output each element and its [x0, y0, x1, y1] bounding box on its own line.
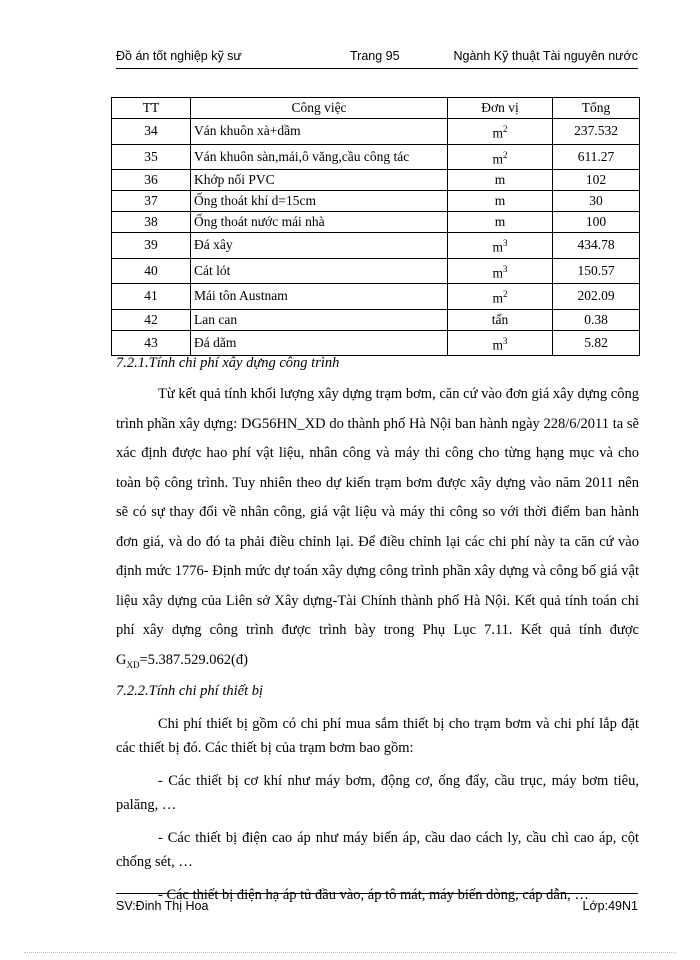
paragraph-construction-cost — [116, 380, 639, 680]
cell-work: Ống thoát khí d=15cm — [191, 191, 448, 212]
cell-tt: 39 — [112, 233, 191, 259]
header-thesis-title: Đồ án tốt nghiệp kỹ sư — [116, 49, 242, 63]
cell-unit — [448, 170, 553, 191]
unit-text: m — [492, 337, 503, 352]
col-header-tt: TT — [112, 98, 191, 119]
cell-total: 100 — [553, 212, 640, 233]
subscript-xd: XD — [126, 659, 140, 670]
table-row — [112, 309, 640, 330]
cell-total: 102 — [553, 170, 640, 191]
cell-work: Cát lót — [191, 258, 448, 284]
list-item: - Các thiết bị cơ khí như máy bơm, động cơ, ống đẩy, cầu trục, máy bơm tiêu, palăng, … — [116, 772, 639, 814]
table-body — [112, 119, 640, 356]
unit-text: m — [492, 239, 503, 255]
cell-work: Đá xây — [191, 233, 448, 259]
cell-tt: 35 — [112, 144, 191, 170]
table-header-row — [112, 98, 640, 119]
cell-unit — [448, 119, 553, 145]
paragraph-equipment-intro: Chi phí thiết bị gồm có chi phí mua sắm thiết bị cho trạm bơm và chi phí lắp đặt các thiết bị đó. Các thiết bị của trạm bơm bao gồm: — [116, 715, 639, 757]
cell-work: Mái tôn Austnam — [191, 284, 448, 310]
cell-unit — [448, 233, 553, 259]
cell-work: Ống thoát nước mái nhà — [191, 212, 448, 233]
list-item: - Các thiết bị điện hạ áp tủ đầu vào, áp tô mát, máy biến dòng, cáp dẫn, … — [158, 886, 589, 903]
paragraph-construction-text: Từ kết quả tính khối lượng xây dựng trạm bơm, căn cứ vào đơn giá xây dựng công trình phần xây dựng: DG56HN_XD do thành phố Hà Nội ban hành ngày 228/6/2011 ta sẽ xác định được hao phí vật liệu, nhân công và máy thi công cho từng hạng mục và cho toàn bộ công trình. Tuy nhiên theo dự kiến trạm bơm được xây dựng vào năm 2011 nên sẽ có sự thay đổi về nhân công, giá vật liệu và máy thi công so với thời điểm ban hành đơn giá, và do đó ta phải điều chỉnh lại. Để điều chỉnh lại các chi phí này ta căn cứ vào định mức 1776- Định mức dự toán xây dựng công trình phần xây dựng và công bố giá vật liệu xây dựng của Liên sở Xây dựng-Tài Chính thành phố Hà Nội. Kết quả tính toán chi phí xây dựng công trình được trình bày trong Phụ Lục 7.11. Kết quả tính được G — [116, 386, 639, 668]
section-heading-construction-cost: 7.2.1.Tính chi phí xây dựng công trình — [116, 355, 340, 371]
cell-total: 237.532 — [553, 119, 640, 145]
cell-unit — [448, 309, 553, 330]
unit-text: tấn — [491, 311, 509, 327]
unit-exponent: 2 — [503, 124, 508, 134]
page-content — [116, 352, 639, 907]
cell-total: 30 — [553, 191, 640, 212]
footer-class: Lớp:49N1 — [582, 899, 638, 913]
table-row — [112, 191, 640, 212]
col-header-total: Tổng — [553, 98, 640, 119]
cell-total: 0.38 — [553, 309, 640, 330]
cell-total: 150.57 — [553, 258, 640, 284]
quantity-table — [111, 97, 640, 356]
cell-work: Ván khuôn xà+dầm — [191, 119, 448, 145]
cell-tt: 36 — [112, 170, 191, 191]
construction-cost-result: =5.387.529.062(đ) — [139, 651, 248, 668]
cell-tt: 34 — [112, 119, 191, 145]
header-page-number: Trang 95 — [350, 49, 400, 63]
unit-exponent: 2 — [503, 289, 508, 299]
page-footer — [116, 893, 638, 918]
cell-work: Ván khuôn sàn,mái,ô văng,cầu công tác — [191, 144, 448, 170]
page-bottom-divider — [24, 952, 676, 953]
cell-tt: 40 — [112, 258, 191, 284]
cell-tt: 43 — [112, 330, 191, 356]
cell-total: 5.82 — [553, 330, 640, 356]
unit-exponent: 2 — [503, 149, 508, 160]
col-header-work: Công việc — [191, 98, 448, 119]
unit-exponent: 3 — [503, 263, 508, 274]
unit-text: m — [492, 125, 503, 141]
unit-text: m — [494, 214, 506, 229]
unit-text: m — [494, 172, 506, 187]
cell-work: Đá dăm — [191, 330, 448, 356]
table-row — [112, 258, 640, 284]
header-major: Ngành Kỹ thuật Tài nguyên nước — [453, 49, 638, 63]
table-row — [112, 144, 640, 170]
cell-total: 202.09 — [553, 284, 640, 310]
cell-total: 434.78 — [553, 233, 640, 259]
table-row — [112, 212, 640, 233]
unit-text: m — [492, 265, 503, 280]
page-header — [116, 46, 638, 69]
cell-unit — [448, 258, 553, 284]
cell-unit — [448, 284, 553, 310]
section-heading-equipment-cost: 7.2.2.Tính chi phí thiết bị — [116, 682, 264, 699]
unit-text: m — [492, 290, 503, 306]
cell-tt: 38 — [112, 212, 191, 233]
cell-total: 611.27 — [553, 144, 640, 170]
table-row — [112, 170, 640, 191]
cell-unit — [448, 191, 553, 212]
cell-tt: 37 — [112, 191, 191, 212]
col-header-unit: Đơn vị — [448, 98, 553, 119]
cell-tt: 42 — [112, 309, 191, 330]
cell-unit — [448, 144, 553, 170]
cell-unit — [448, 212, 553, 233]
unit-text: m — [494, 193, 506, 208]
cell-work: Khớp nối PVC — [191, 170, 448, 191]
table-row — [112, 119, 640, 145]
footer-student-name: SV:Đinh Thị Hoa — [116, 899, 209, 913]
cell-work: Lan can — [191, 309, 448, 330]
table-row — [112, 233, 640, 259]
unit-exponent: 3 — [503, 238, 508, 248]
list-item: - Các thiết bị điện cao áp như máy biến áp, cầu dao cách ly, cầu chì cao áp, cột chống sét, … — [116, 829, 639, 871]
cell-tt: 41 — [112, 284, 191, 310]
unit-exponent: 3 — [503, 335, 508, 346]
unit-text: m — [492, 151, 503, 166]
table-row — [112, 284, 640, 310]
